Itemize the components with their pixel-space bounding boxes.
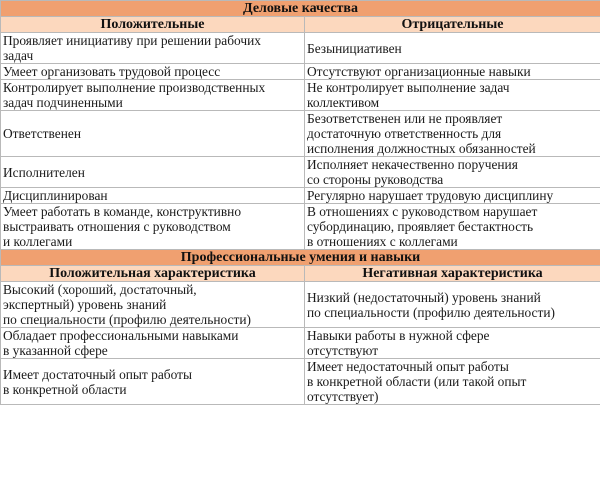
cell-line: по специальности (профилю деятельности) <box>307 304 555 320</box>
cell-line: отсутствует) <box>307 389 379 404</box>
cell-negative <box>305 204 600 250</box>
column-header-right: Негативная характеристика <box>305 266 600 282</box>
column-header-left: Положительные <box>1 17 305 33</box>
column-header-row <box>1 17 600 33</box>
table-row <box>1 328 600 359</box>
cell-line: экспертный) уровень знаний <box>3 297 167 312</box>
section-row <box>1 1 600 17</box>
cell-positive <box>1 282 305 328</box>
cell-line: задач <box>3 48 34 63</box>
cell-line: Имеет достаточный опыт работы <box>3 366 192 382</box>
cell-line: исполнения должностных обязанностей <box>307 141 536 156</box>
cell-line: Контролирует выполнение производственных <box>3 80 266 95</box>
table-row <box>1 204 600 250</box>
cell-line: Проявляет инициативу при решении рабочих <box>3 33 261 48</box>
table-row <box>1 64 600 80</box>
cell-positive <box>1 188 305 204</box>
cell-line: Безответственен или не проявляет <box>307 111 503 126</box>
cell-negative <box>305 33 600 64</box>
cell-line: коллективом <box>307 95 380 110</box>
table-row <box>1 188 600 204</box>
section-title: Профессиональные умения и навыки <box>1 250 600 266</box>
table-row <box>1 282 600 328</box>
column-header-right: Отрицательные <box>305 17 600 33</box>
cell-negative <box>305 80 600 111</box>
cell-positive <box>1 80 305 111</box>
column-header-row <box>1 266 600 282</box>
table-row <box>1 359 600 405</box>
qualities-table-body <box>1 1 600 405</box>
cell-negative <box>305 111 600 157</box>
cell-negative <box>305 188 600 204</box>
cell-line: Ответственен <box>3 126 81 141</box>
cell-line: отсутствуют <box>307 343 379 358</box>
cell-line: Умеет организовать трудовой процесс <box>3 64 221 79</box>
cell-line: по специальности (профилю деятельности) <box>3 312 251 327</box>
cell-negative <box>305 282 600 328</box>
cell-line: Высокий (хороший, достаточный, <box>3 282 197 297</box>
section-row <box>1 250 600 266</box>
cell-line: Не контролирует выполнение задач <box>307 80 510 95</box>
cell-line: Исполняет некачественно поручения <box>307 157 518 172</box>
cell-line: в отношениях с коллегами <box>307 234 458 249</box>
cell-negative <box>305 157 600 188</box>
cell-line: Регулярно нарушает трудовую дисциплину <box>307 188 554 203</box>
cell-line: выстраивать отношения с руководством <box>3 219 231 234</box>
cell-line: и коллегами <box>3 234 73 249</box>
cell-line: в указанной сфере <box>3 343 108 358</box>
column-header-left: Положительная характеристика <box>1 266 305 282</box>
cell-positive <box>1 157 305 188</box>
cell-line: Дисциплинирован <box>3 188 108 203</box>
cell-line: Имеет недостаточный опыт работы <box>307 359 509 374</box>
cell-positive <box>1 111 305 157</box>
cell-line: задач подчиненными <box>3 95 123 110</box>
cell-line: Умеет работать в команде, конструктивно <box>3 204 242 219</box>
cell-positive <box>1 204 305 250</box>
cell-line: Обладает профессиональными навыками <box>3 328 239 343</box>
cell-negative <box>305 328 600 359</box>
table-row <box>1 111 600 157</box>
cell-line: Безынициативен <box>307 40 402 56</box>
cell-line: Отсутствуют организационные навыки <box>307 64 531 79</box>
section-title: Деловые качества <box>1 1 600 17</box>
cell-line: Исполнителен <box>3 164 85 180</box>
cell-positive <box>1 64 305 80</box>
cell-line: В отношениях с руководством нарушает <box>307 204 538 219</box>
table-row <box>1 33 600 64</box>
cell-line: субординацию, проявляет бестактность <box>307 219 534 234</box>
cell-line: со стороны руководства <box>307 172 444 187</box>
cell-line: достаточную ответственность для <box>307 126 502 141</box>
table-row <box>1 80 600 111</box>
cell-negative <box>305 64 600 80</box>
cell-line: в конкретной области <box>3 381 127 397</box>
cell-positive <box>1 328 305 359</box>
cell-line: Низкий (недостаточный) уровень знаний <box>307 289 541 305</box>
cell-positive <box>1 359 305 405</box>
cell-positive <box>1 33 305 64</box>
cell-line: в конкретной области (или такой опыт <box>307 374 527 389</box>
cell-line: Навыки работы в нужной сфере <box>307 328 490 343</box>
cell-negative <box>305 359 600 405</box>
table-row <box>1 157 600 188</box>
